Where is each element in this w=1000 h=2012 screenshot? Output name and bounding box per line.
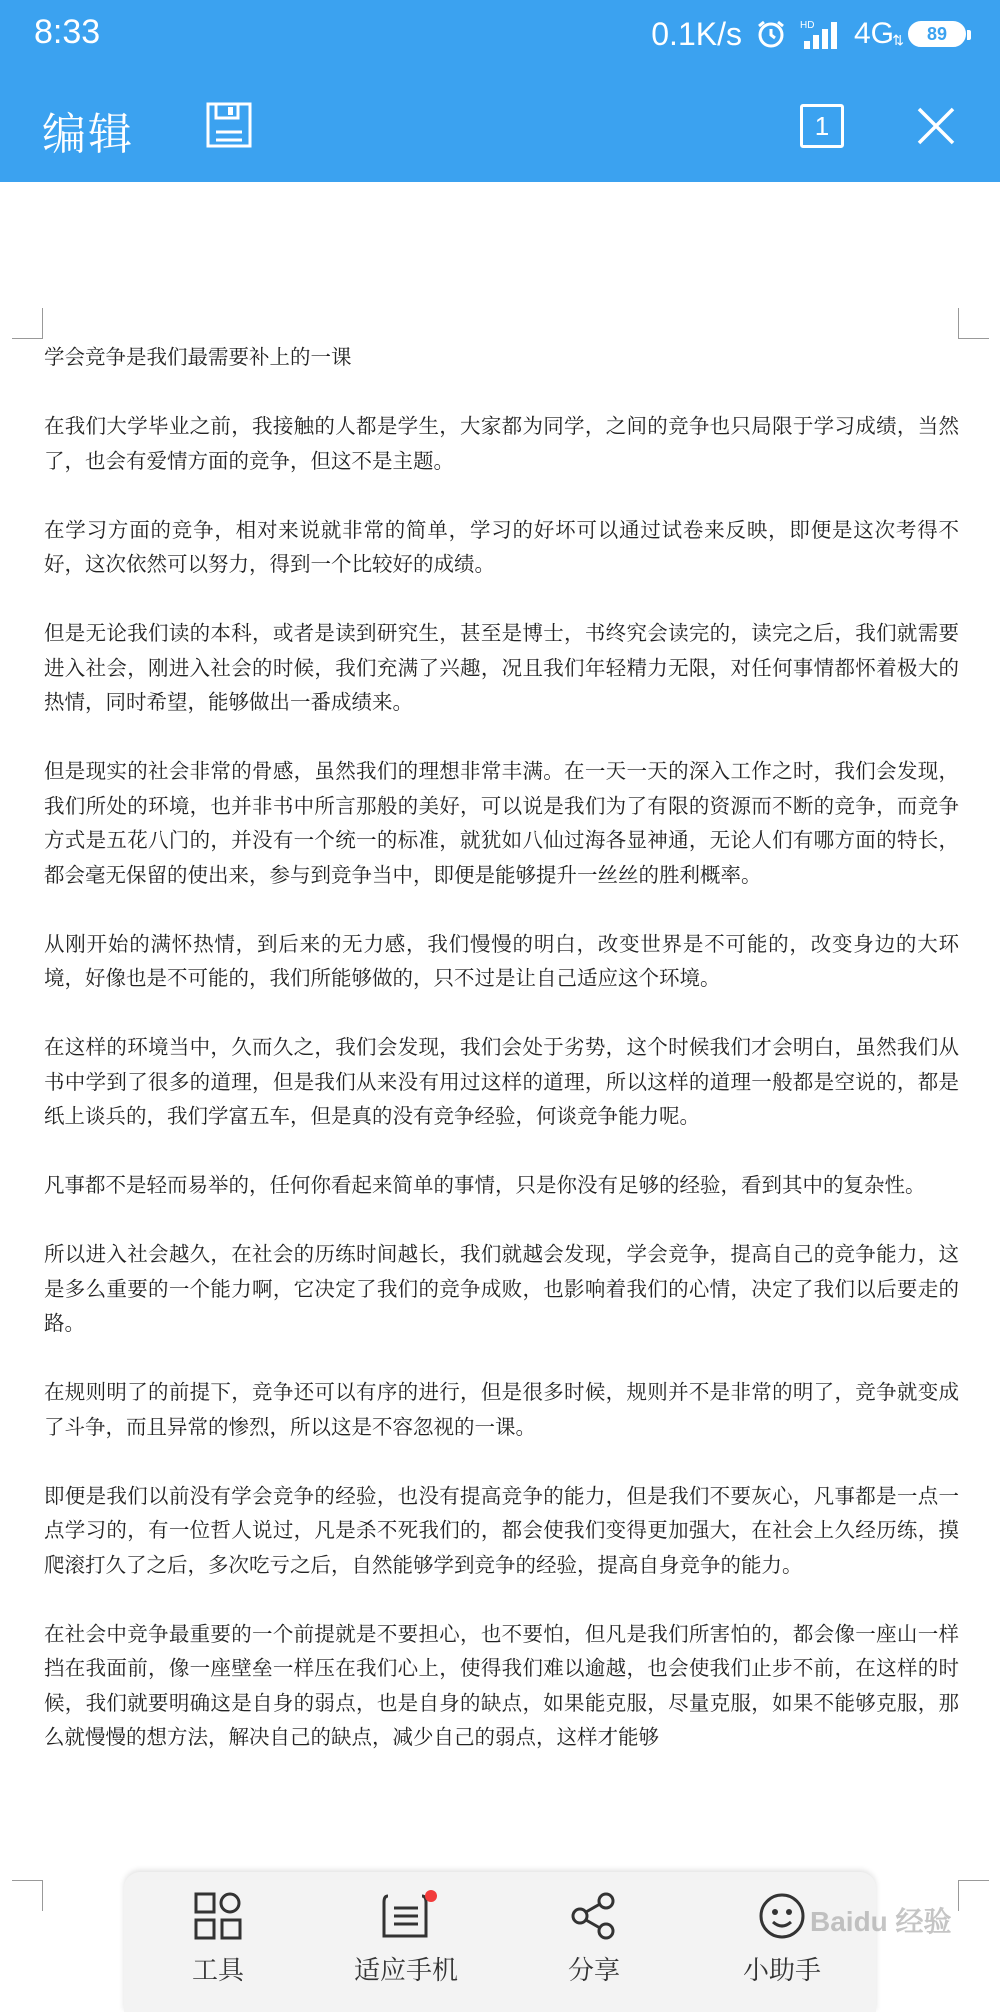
share-label: 分享	[567, 1956, 620, 1986]
tools-icon	[133, 1890, 303, 1942]
hd-label: HD	[799, 20, 815, 31]
paragraph: 从刚开始的满怀热情，到后来的无力感，我们慢慢的明白，改变世界是不可能的，改变身边的大环境，好像也是不可能的，我们所能够做的，只不过是让自己适应这个环境。	[44, 931, 959, 990]
crop-mark-bottom-left	[12, 1880, 43, 1911]
document-body[interactable]	[44, 340, 959, 1789]
tools-label: 工具	[191, 1956, 244, 1986]
network-type	[853, 17, 904, 51]
close-icon[interactable]	[916, 106, 956, 150]
paragraph: 所以进入社会越久，在社会的历练时间越长，我们就越会发现，学会竞争，提高自己的竞争能力，这是多么重要的一个能力啊，它决定了我们的竞争成败，也影响着我们的心情，决定了我们以后要走的路。	[44, 1242, 959, 1335]
editor-toolbar	[0, 70, 1000, 182]
save-icon[interactable]	[206, 102, 252, 152]
signal-strength-icon	[800, 19, 840, 49]
data-arrows-icon: ⇅	[892, 32, 904, 48]
baidu-watermark: Baidu 经验	[810, 1906, 952, 1937]
net-speed: 0.1K/s	[651, 15, 742, 52]
assistant-label: 小助手	[742, 1956, 821, 1986]
fit-phone-button[interactable]	[321, 1872, 491, 1987]
share-icon	[509, 1890, 679, 1942]
paragraph: 即便是我们以前没有学会竞争的经验，也没有提高竞争的能力，但是我们不要灰心，凡事都是一点一点学习的，有一位哲人说过，凡是杀不死我们的，都会使我们变得更加强大，在社会上久经历练，摸爬滚打久了之后，多次吃亏之后，自然能够学到竞争的经验，提高自身竞争的能力。	[44, 1483, 959, 1577]
paragraph: 但是现实的社会非常的骨感，虽然我们的理想非常丰满。在一天一天的深入工作之时，我们会发现，我们所处的环境，也并非书中所言那般的美好，可以说是我们为了有限的资源而不断的竞争，而竞争方式是五花八门的，并没有一个统一的标准，就犹如八仙过海各显神通，无论人们有哪方面的特长，都会毫无保留的使出来，参与到竞争当中，即便是能够提升一丝丝的胜利概率。	[44, 759, 959, 887]
network-type-label: 4G	[853, 17, 894, 50]
notification-dot	[425, 1890, 437, 1902]
status-icons	[651, 14, 966, 54]
tools-button[interactable]	[133, 1872, 303, 1987]
bottom-action-bar	[124, 1872, 876, 2012]
paragraph: 在规则明了的前提下，竞争还可以有序的进行，但是很多时候，规则并不是非常的明了，竞争就变成了斗争，而且异常的惨烈，所以这是不容忽视的一课。	[44, 1380, 959, 1439]
fit-phone-label: 适应手机	[353, 1956, 458, 1986]
paragraph: 但是无论我们读的本科，或者是读到研究生，甚至是博士，书终究会读完的，读完之后，我们就需要进入社会，刚进入社会的时候，我们充满了兴趣，况且我们年轻精力无限，对任何事情都怀着极大的热情，同时希望，能够做出一番成绩来。	[44, 621, 959, 714]
edit-button[interactable]: 编辑	[42, 109, 134, 160]
share-button[interactable]	[509, 1872, 679, 1987]
paragraph: 在学习方面的竞争，相对来说就非常的简单，学习的好坏可以通过试卷来反映，即便是这次考得不好，这次依然可以努力，得到一个比较好的成绩。	[44, 517, 959, 576]
document-title: 学会竞争是我们最需要补上的一课	[44, 345, 352, 369]
crop-mark-top-right	[958, 308, 989, 339]
crop-mark-top-left	[12, 308, 43, 339]
battery-level: 89	[926, 23, 948, 44]
page-count-button[interactable]: 1	[800, 104, 844, 148]
document-page[interactable]	[0, 182, 1000, 2000]
paragraph: 在我们大学毕业之前，我接触的人都是学生，大家都为同学，之间的竞争也只局限于学习成绩，当然了，也会有爱情方面的竞争，但这不是主题。	[44, 414, 959, 473]
status-time: 8:33	[34, 13, 101, 51]
paragraph: 在社会中竞争最重要的一个前提就是不要担心，也不要怕，但凡是我们所害怕的，都会像一座山一样挡在我面前，像一座壁垒一样压在我们心上，使得我们难以逾越，也会使我们止步不前，在这样的时候，我们就要明确这是自身的弱点，也是自身的缺点，如果能克服，尽量克服，如果不能够克服，那么就慢慢的想方法，解决自己的缺点，减少自己的弱点，这样才能够	[44, 1621, 959, 1749]
crop-mark-bottom-right	[958, 1880, 989, 1911]
status-bar	[0, 0, 1000, 70]
fit-phone-icon	[321, 1890, 491, 1942]
alarm-clock-icon	[756, 19, 786, 49]
paragraph: 凡事都不是轻而易举的，任何你看起来简单的事情，只是你没有足够的经验，看到其中的复杂性。	[44, 1173, 926, 1197]
battery-icon	[908, 21, 966, 47]
paragraph: 在这样的环境当中，久而久之，我们会发现，我们会处于劣势，这个时候我们才会明白，虽然我们从书中学到了很多的道理，但是我们从来没有用过这样的道理，所以这样的道理一般都是空说的，都是纸上谈兵的，我们学富五车，但是真的没有竞争经验，何谈竞争能力呢。	[44, 1035, 959, 1128]
